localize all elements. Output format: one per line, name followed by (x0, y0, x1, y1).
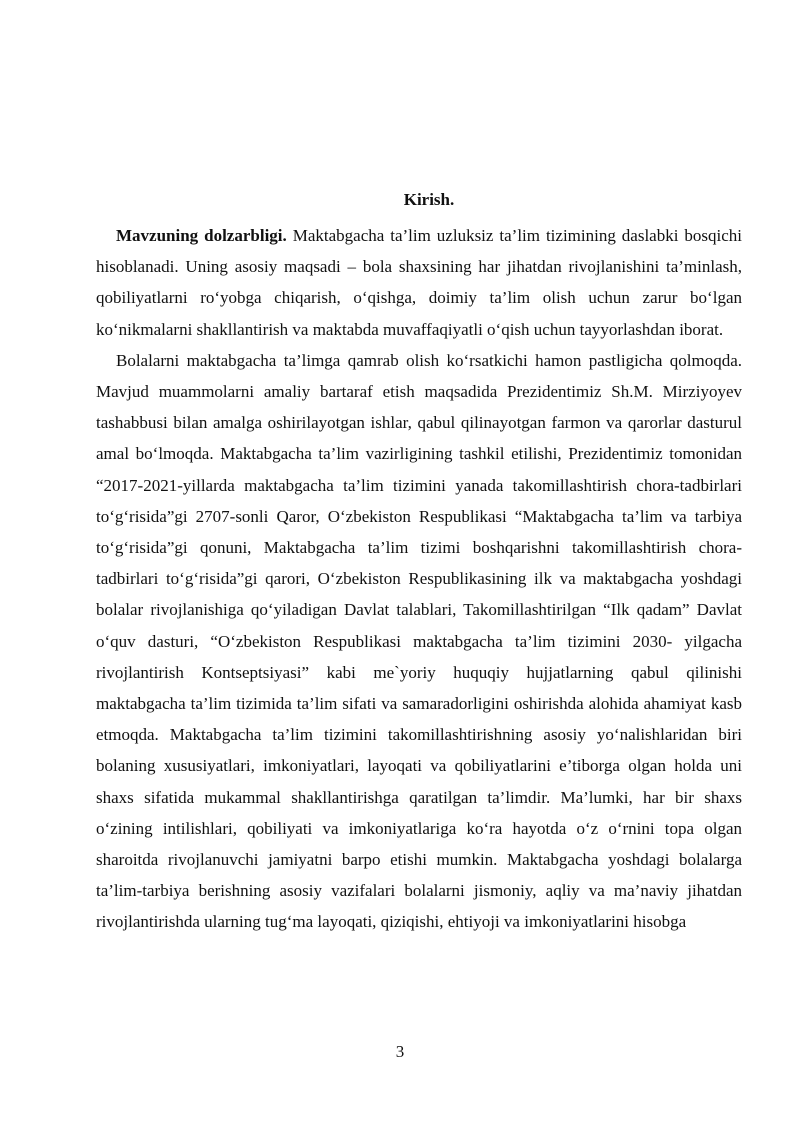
paragraph-lead: Mavzuning dolzarbligi. (116, 226, 287, 245)
section-heading: Kirish. (403, 190, 455, 209)
paragraph-relevance (96, 220, 742, 345)
paragraph-text: Maktabgacha ta’lim uzluksiz ta’lim tizimining daslabki bosqichi hisoblanadi. Uning asosiy maqsadi – bola shaxsining har jihatdan rivojlanishini ta’minlash, qobiliyatlarni ro‘yobga chiqarish, o‘qishga, doimiy ta’lim olish uchun zarur bo‘lgan ko‘nikmalarni shakllantirish va maktabda muvaffaqiyatli o‘qish uchun tayyorlashdan iborat. (96, 226, 743, 339)
page-number: 3 (395, 1042, 405, 1061)
document-page (96, 188, 742, 938)
paragraph-coverage: Bolalarni maktabgacha ta’limga qamrab olish ko‘rsatkichi hamon pastligicha qolmoqda. Mavjud muammolarni amaliy bartaraf etish maqsadida Prezidentimiz Sh.M. Mirziyoyev tashabbusi bilan amalga oshirilayotgan ishlar, qabul qilinayotgan farmon va qarorlar dasturul amal bo‘lmoqda. Maktabgacha ta’lim vazirligining tashkil etilishi, Prezidentimiz tomonidan “2017-2021-yillarda maktabgacha ta’lim tizimini yanada takomillashtirish chora-tadbirlari to‘g‘risida”gi 2707-sonli Qaror, O‘zbekiston Respublikasi “Maktabgacha ta’lim va tarbiya to‘g‘risida”gi qonuni, Maktabgacha ta’lim tizimi boshqarishni takomillashtirish chora-tadbirlari to‘g‘risida”gi qarori, O‘zbekiston Respublikasining ilk va maktabgacha yoshdagi bolalar rivojlanishiga qo‘yiladigan Davlat talablari, Takomillashtirilgan “Ilk qadam” Davlat o‘quv dasturi, “O‘zbekiston Respublikasi maktabgacha ta’lim tizimini 2030- yilgacha rivojlantirish Kontseptsiyasi” kabi me`yoriy huquqiy hujjatlarning qabul qilinishi maktabgacha ta’lim tizimida ta’lim sifati va samaradorligini oshirishda alohida ahamiyat kasb etmoqda. Maktabgacha ta’lim tizimini takomillashtirishning asosiy yo‘nalishlaridan biri bolaning xususiyatlari, imkoniyatlari, layoqati va qobiliyatlarini e’tiborga olgan holda uni shaxs sifatida mukammal shakllantirishga qaratilgan ta’limdir. Ma’lumki, har bir shaxs o‘zining intilishlari, qobiliyati va imkoniyatlariga ko‘ra hayotda o‘z o‘rnini topa olgan sharoitda rivojlanuvchi jamiyatni barpo etishi mumkin. Maktabgacha yoshdagi bolalarga ta’lim-tarbiya berishning asosiy vazifalari bolalarni jismoniy, aqliy va ma’naviy jihatdan rivojlantirishda ularning tug‘ma layoqati, qiziqishi, ehtiyoji va imkoniyatlarini hisobga (96, 350, 742, 932)
